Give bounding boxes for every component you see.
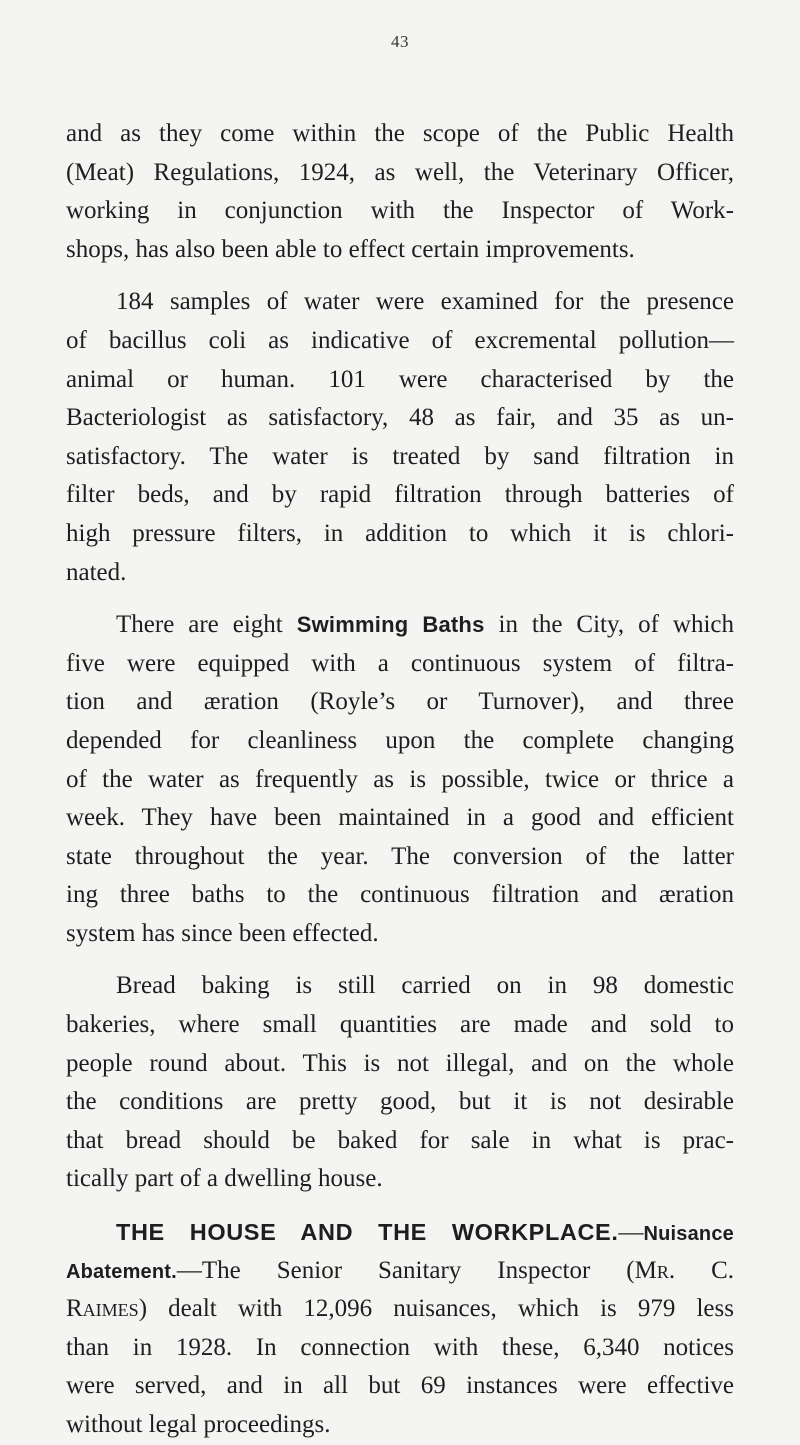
text-line (66, 1213, 734, 1252)
text-line (66, 438, 734, 477)
text-run: Bacteriologist as satisfactory, 48 as fair, and 35 as un- (66, 404, 734, 432)
text-line (66, 606, 734, 645)
text-line (66, 967, 734, 1006)
text-line (66, 192, 734, 231)
text-run: tion and æration (Royle’s or Turnover), and three (66, 688, 734, 716)
text-run: depended for cleanliness upon the complete changing (66, 726, 734, 754)
text-line (66, 515, 734, 554)
text-line (66, 115, 734, 154)
text-line (66, 1367, 734, 1406)
text-line (66, 1122, 734, 1161)
text-line (66, 1252, 734, 1291)
text-run: and as they come within the scope of the Public Health (66, 120, 734, 147)
text-line (66, 722, 734, 761)
text-run: in the City, of which (484, 611, 735, 639)
text-run: of bacillus coli as indicative of excremental pollution— (66, 326, 734, 354)
body-text (66, 115, 734, 1445)
text-run: of the water as frequently as is possible, twice or thrice a (66, 765, 734, 793)
text-run: ing three baths to the continuous filtration and æration (66, 881, 734, 909)
text-run: system has since been effected. (66, 919, 379, 947)
text-run: bakeries, where small quantities are made and sold to (66, 1011, 734, 1039)
text-run: —The Senior Sanitary Inspector ( (176, 1256, 635, 1284)
text-run: five were equipped with a continuous system of filtra- (66, 649, 734, 677)
text-run: animal or human. 101 were characterised by the (66, 365, 734, 393)
text-line (66, 1160, 734, 1199)
emphasis-text: THE HOUSE AND THE WORKPLACE. (116, 1219, 619, 1246)
text-line (66, 399, 734, 438)
paragraph-gap (66, 592, 734, 606)
text-run: There are eight (116, 611, 297, 639)
emphasis-text: Swimming Baths (296, 612, 485, 638)
text-run: Bread baking is still carried on in 98 domestic (116, 972, 734, 1000)
text-run: state throughout the year. The conversion of the latter (66, 842, 734, 870)
text-line (66, 322, 734, 361)
text-line (66, 1406, 734, 1445)
text-line (66, 645, 734, 684)
text-run: high pressure filters, in addition to which it is chlori- (66, 519, 734, 547)
text-line (66, 838, 734, 877)
text-run: people round about. This is not illegal, and on the whole (66, 1049, 734, 1077)
text-line (66, 231, 734, 270)
text-line (66, 554, 734, 593)
text-run: working in conjunction with the Inspector of Work- (66, 197, 734, 225)
text-run: without legal proceedings. (66, 1411, 331, 1438)
text-line (66, 1290, 734, 1329)
emphasis-text: Raimes (66, 1295, 139, 1323)
emphasis-text: Mr. C. (634, 1256, 734, 1284)
text-run: the conditions are pretty good, but it is not desirable (66, 1088, 734, 1116)
text-line (66, 1006, 734, 1045)
paragraph-swimming-baths (66, 606, 734, 953)
text-line (66, 915, 734, 954)
text-run: than in 1928. In connection with these, 6,340 notices (66, 1333, 734, 1361)
text-run: that bread should be baked for sale in what is prac- (66, 1126, 734, 1154)
text-run: (Meat) Regulations, 1924, as well, the Veterinary Officer, (66, 158, 734, 186)
paragraph-water-samples (66, 283, 734, 592)
text-run: 184 samples of water were examined for the presence (116, 288, 734, 316)
text-line (66, 876, 734, 915)
emphasis-text: Nuisance (643, 1223, 734, 1246)
paragraph-bread-baking (66, 967, 734, 1199)
text-line (66, 683, 734, 722)
text-run: shops, has also been able to effect certain improvements. (66, 235, 635, 263)
paragraph-gap (66, 1199, 734, 1213)
text-line (66, 476, 734, 515)
text-run: tically part of a dwelling house. (66, 1165, 383, 1193)
text-line (66, 1045, 734, 1084)
text-run: nated. (66, 558, 127, 586)
text-line (66, 154, 734, 193)
paragraph-meat-regulations (66, 115, 734, 269)
text-line (66, 1329, 734, 1368)
page-number: 43 (391, 32, 409, 51)
paragraph-gap (66, 953, 734, 967)
text-run: were served, and in all but 69 instances were effective (66, 1372, 734, 1400)
text-run: ) dealt with 12,096 nuisances, which is 979 less (138, 1295, 734, 1323)
text-run: — (618, 1219, 644, 1247)
paragraph-gap (66, 269, 734, 283)
text-line (66, 361, 734, 400)
text-run: week. They have been maintained in a good and efficient (66, 804, 734, 832)
text-run: satisfactory. The water is treated by sand filtration in (66, 442, 734, 470)
emphasis-text: Abatement. (66, 1260, 177, 1283)
text-run: filter beds, and by rapid filtration through batteries of (66, 481, 734, 509)
text-line (66, 799, 734, 838)
text-line (66, 1083, 734, 1122)
text-line (66, 283, 734, 322)
paragraph-house-workplace (66, 1213, 734, 1445)
text-line (66, 761, 734, 800)
